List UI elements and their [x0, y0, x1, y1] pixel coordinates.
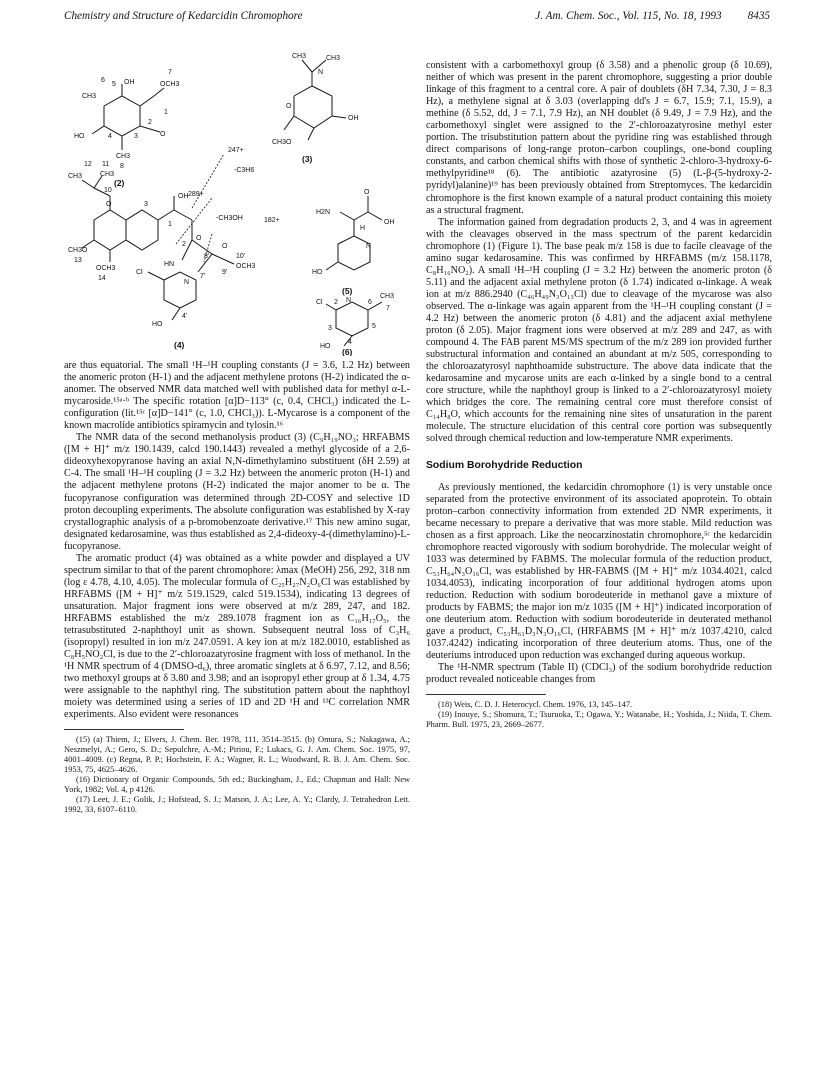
- atom-label: 7: [168, 69, 172, 76]
- atom-label: 2: [334, 299, 338, 306]
- atom-label: 10: [104, 187, 112, 194]
- compound-label-3: (3): [302, 154, 313, 164]
- compound-label-4: (4): [174, 340, 185, 350]
- atom-label: OH: [124, 79, 135, 86]
- atom-label: 10': [236, 253, 246, 260]
- atom-label: 5: [372, 323, 376, 330]
- atom-label: 4': [182, 313, 188, 320]
- atom-label: 1: [164, 109, 168, 116]
- atom-label: HO: [312, 269, 323, 276]
- footnote-divider: [426, 694, 546, 695]
- atom-label: HO: [320, 343, 331, 350]
- structure-2: [74, 69, 180, 188]
- atom-label: O: [286, 103, 292, 110]
- footnote: (17) Leet, J. E.; Golik, J.; Hofstead, S. J.; Matson, J. A.; Lee, A. Y.; Clardy, J. Tetrahedron Lett. 1992, 33, 6107–6110.: [64, 795, 410, 815]
- atom-label: CH3: [292, 53, 307, 60]
- atom-label: CH3O: [68, 247, 88, 254]
- footnote: (15) (a) Thiem, J.; Elvers, J. Chem. Ber. 1978, 111, 3514–3515. (b) Omura, S.; Nakagawa, A.; Neszmelyi, A.; Gero, S. D.; Sepulchre, A.-M.; Piriou, F.; Lukacs, G. J. Am. Chem. Soc. 1975, 97, 4001–4009. (c) Regna, P. P.; Hochstein, F. A.; Wagner, R. L.; Woodward, R. B. J. Am. Chem. Soc. 1953, 75, 4625–4626.: [64, 735, 410, 775]
- fragment-label: 182+: [264, 217, 280, 224]
- journal-header: [535, 10, 770, 22]
- atom-label: O: [160, 131, 166, 138]
- atom-label: CH3O: [272, 139, 292, 146]
- atom-label: 5: [112, 81, 116, 88]
- journal-citation: J. Am. Chem. Soc., Vol. 115, No. 18, 1993: [535, 10, 722, 22]
- paragraph: consistent with a carbomethoxyl group (δ 3.58) and a phenolic group (δ 10.69), neither of which was present in the parent chromophore, suggesting a prior double linkage of this fragment to a central core. A pair of doublets (δH 7.34, 7.30, J = 8.3 Hz), a methylene signal at δ 3.03 (overlapping dd's J = 6.7, 15.9; 7.1, 15.9), a methine (δ 5.52, dd, J = 7.1, 7.9 Hz), an NH doublet (δ 9.49, J = 7.9 Hz), and the carbomethoxyl singlet were assigned to the 2′-chloroazatyrosine methyl ester portion. The trisubstitution pattern about the pyridine ring was established through direct comparisons of long-range proton–carbon couplings, one-bond coupling constants, and carbon chemical shifts with those of synthetic 2-chloro-3-hydroxy-6-methylpyridine¹⁸ (6). The antibiotic azatyrosine (5) (L-β-(5-hydroxy-2-pyridyl)alanine)¹⁹ has been previously obtained from Streptomyces. The kedarcidin chromophore is the first known example of a natural product containing this moiety as a structural fragment.: [426, 60, 772, 216]
- atom-label: 12: [84, 161, 92, 168]
- structures-figure: [64, 48, 414, 356]
- atom-label: CH3: [380, 293, 395, 300]
- atom-label: CH3: [100, 171, 115, 178]
- atom-label: 4: [108, 133, 112, 140]
- footnote-divider: [64, 729, 184, 730]
- section-heading: Sodium Borohydride Reduction: [426, 459, 583, 471]
- atom-label: HO: [152, 321, 163, 328]
- fragment-label: 289+: [188, 191, 204, 198]
- atom-label: N: [366, 243, 372, 250]
- paragraph: The ¹H-NMR spectrum (Table II) (CDCl₃) of the sodium borohydride reduction product revealed noticeable changes from: [426, 662, 772, 686]
- structure-4: [68, 147, 280, 350]
- atom-label: 3: [144, 201, 148, 208]
- structure-3: [272, 53, 359, 164]
- atom-label: OH: [178, 193, 189, 200]
- atom-label: O: [196, 235, 202, 242]
- atom-label: OH: [348, 115, 359, 122]
- atom-label: Cl: [136, 269, 143, 276]
- atom-label: 3: [328, 325, 332, 332]
- atom-label: CH3: [82, 93, 97, 100]
- atom-label: N: [184, 279, 190, 286]
- structure-6: [316, 293, 394, 356]
- running-title: Chemistry and Structure of Kedarcidin Chromophore: [64, 10, 303, 22]
- atom-label: O: [222, 243, 228, 250]
- atom-label: OCH3: [236, 263, 256, 270]
- paragraph: The information gained from degradation products 2, 3, and 4 was in agreement with the cleavages observed in the mass spectrum of the parent kedarcidin chromophore (1) (Figure 1). The base peak m/z 158 is due to facile cleavage of the amino sugar kedarosamine. This was confirmed by HRFABMS (m/z 158.1178, C₈H₁₆NO₂). A small ¹H–¹H coupling (J = 3.2 Hz) between the anomeric proton (δ 5.11) and the adjacent axial methylene proton (δ 1.74) indicated α-linkage. A weak ion at m/z 886.2940 (C₄₆H₄₉N₃O₁₃Cl) due to cleavage of the mycarose was also observed. The α-linkage was again apparent from the ¹H–¹H coupling constant (J = 4.2 Hz) between the anomeric proton (δ 4.81) and the adjacent axial methylene proton (δ 2.05). Major fragment ions were observed at m/z 289 and 247, as with compound 4. The FAB parent MS/MS spectrum of the m/z 289 ion provided further substructural information and contained an abundant at m/z 505, corresponding to the chloroazatyrosyl naphthoamide substructure. The above data indicate that the kedarosamine and mycarose units are each α-linked by a single bond to a central core structure, while the naphthoyl group is linked to a 2′-chloroazatyrosyl moiety which bridges the core. The remaining central core must therefore consist of C₁₄H₈O, which accounts for the remaining nine sites of unsaturation in the parent molecule. The structure elucidation of this central core portion was subsequently solved through chemical reduction and low-temperature NMR experiments.: [426, 216, 772, 445]
- page-number: 8435: [747, 10, 770, 22]
- paragraph: are thus equatorial. The small ¹H–¹H coupling constants (J = 3.6, 1.2 Hz) between the anomeric proton (H-1) and the adjacent methylene protons (H-2) indicated the α-anomer. The observed NMR data matched well with published data for methyl α-L-mycaroside.¹⁵ᵃ·ᵇ The specific rotation [α]D−113° (c, 0.4, CHCl₃) indicated the L-configuration (lit.¹⁵ᶜ [α]D−141° (c, 1.0, CHCl₃)). L-Mycarose is a component of the known macrolide antibiotics spiramycin and tylosin.¹⁶: [64, 360, 410, 432]
- atom-label: 1: [168, 221, 172, 228]
- fragment-label: -C3H6: [234, 167, 255, 174]
- atom-label: 13: [74, 257, 82, 264]
- compound-label-5: (5): [342, 286, 353, 296]
- atom-label: OCH3: [96, 265, 116, 272]
- atom-label: OCH3: [160, 81, 180, 88]
- atom-label: CH3: [116, 153, 131, 160]
- atom-label: O: [106, 201, 112, 208]
- atom-label: OH: [384, 219, 395, 226]
- atom-label: 8: [120, 163, 124, 170]
- left-column: [64, 360, 410, 815]
- atom-label: 3: [134, 133, 138, 140]
- atom-label: H2N: [316, 209, 331, 216]
- atom-label: CH3: [326, 55, 341, 62]
- atom-label: HN: [164, 261, 175, 268]
- atom-label: N: [318, 69, 324, 76]
- footnote: (16) Dictionary of Organic Compounds, 5th ed.; Buckingham, J., Ed.; Chapman and Hall: New York, 1982; Vol. 4, p 4126.: [64, 775, 410, 795]
- atom-label: 14: [98, 275, 106, 282]
- compound-label-2: (2): [114, 178, 125, 188]
- structure-5: [312, 189, 395, 296]
- atom-label: Cl: [316, 299, 323, 306]
- atom-label: 6: [101, 77, 105, 84]
- right-column: [426, 60, 772, 730]
- paragraph: The NMR data of the second methanolysis product (3) (C₉H₁₉NO₃; HRFABMS ([M + H]⁺ m/z 190.1439, calcd 190.1443) revealed a methyl glycoside of a 2,6-dideoxyhexopyranose having an axial N,N-dimethylamino substituent (δH 2.59) at C-4. The small ¹H–¹H coupling (J = 3.2 Hz) between the anomeric proton (H-1) and the adjacent methylene protons (H-2) indicated the major anomer to be α. The fucopyranose configuration was determined through 2D-COSY and selective 1D proton decoupling experiments. The absolute configuration was established by X-ray crystallographic analysis of a p-bromobenzoate derivative.¹⁷ This new amino sugar, designated kedarosamine, was thus established as 2,4-dideoxy-4-(dimethylamino)-L-fucopyranose.: [64, 432, 410, 552]
- paragraph: The aromatic product (4) was obtained as a white powder and displayed a UV spectrum similar to that of the parent chromophore: λmax (MeOH) 256, 292, 318 nm (log ε 4.78, 4.10, 4.05). The molecular formula of C₂₅H₂₇N₂O₆Cl was established by HRFABMS ([M + H]⁺ m/z 519.1529, calcd 519.1534), indicating 13 degrees of unsaturation. Major fragment ions were observed at m/z 289, 247, and 182. HRFABMS established the m/z 289.1078 fragment ion as C₁₆H₁₇O₅, the tetrasubstituted 2-naphthoyl unit as shown. Subsequent neutral loss of C₃H₆ (isopropyl) resulted in ion m/z 247.0591. A key ion at m/z 182.0010, established as C₈H₅NO₂Cl, is due to the 2′-chloroazatyrosine fragment with loss of methanol. In the ¹H NMR spectrum of 4 (DMSO-d₆), three aromatic singlets at δ 6.97, 7.12, and 8.56; two methoxyl groups at δ 3.80 and 3.98; and an isopropyl ether group at δ 1.34, 4.75 were assignable to the naphthyl ring. The substitution pattern about the naphthoyl moiety was determined using a series of 1D and 2D ¹H and ¹³C correlation NMR experiments. Also evident were resonances: [64, 552, 410, 721]
- atom-label: 7': [200, 273, 206, 280]
- compound-label-6: (6): [342, 347, 353, 356]
- paragraph: As previously mentioned, the kedarcidin chromophore (1) is very unstable once separated from the protective environment of its associated apoprotein. To obtain proton–carbon connectivity information from extended 2D NMR experiments, it became necessary to prepare a derivative that was more stable. Mild reduction was chosen as a first approach. Like the neocarzinostatin chromophore,⁵ᶜ the kedarcidin chromophore reacted vigorously with sodium borohydride. The molecular weight of 1033 was determined by FABMS. The molecular formula of the reduction product, C₅₃H₆₄N₃O₁₆Cl, was established by HR-FABMS ([M + H]⁺ m/z 1034.4021, calcd 1034.4053), indicating incorporation of four additional hydrogen atoms upon reduction. Reduction with sodium borodeuteride in methanol gave a mixture of products by FABMS; the major ion m/z 1035 ([M + H]⁺) indicated incorporation of one deuterium atom. Reduction with sodium borodeuteride in deuterated methanol gave a product, C₅₃H₆₁D₃N₃O₁₆Cl, (HRFABMS [M + H]⁺ m/z 1037.4210, calcd 1037.4242) indicating incorporation of three deuterium atoms. Thus, one of the deuteriums introduced upon reduction was exchanged during aqueous workup.: [426, 481, 772, 662]
- footnote: (19) Inouye, S.; Shomura, T.; Tsuruoka, T.; Ogawa, Y.; Watanabe, H.; Yoshida, J.; Niida, T. Chem. Pharm. Bull. 1975, 23, 2669–2677.: [426, 710, 772, 730]
- atom-label: 11: [102, 161, 110, 168]
- atom-label: CH3: [68, 173, 83, 180]
- atom-label: 8': [204, 253, 210, 260]
- fragment-label: -CH3OH: [216, 215, 243, 222]
- fragment-label: 247+: [228, 147, 244, 154]
- atom-label: H: [360, 225, 366, 232]
- atom-label: HO: [74, 133, 85, 140]
- atom-label: O: [364, 189, 370, 196]
- atom-label: N: [346, 297, 352, 304]
- atom-label: 2: [148, 119, 152, 126]
- atom-label: 4: [348, 339, 352, 346]
- footnote: (18) Weis, C. D. J. Heterocycl. Chem. 1976, 13, 145–147.: [438, 700, 633, 710]
- chemical-structures: [64, 48, 414, 356]
- atom-label: 9': [222, 269, 228, 276]
- atom-label: 6: [368, 299, 372, 306]
- atom-label: 2: [182, 241, 186, 248]
- atom-label: 7: [386, 305, 390, 312]
